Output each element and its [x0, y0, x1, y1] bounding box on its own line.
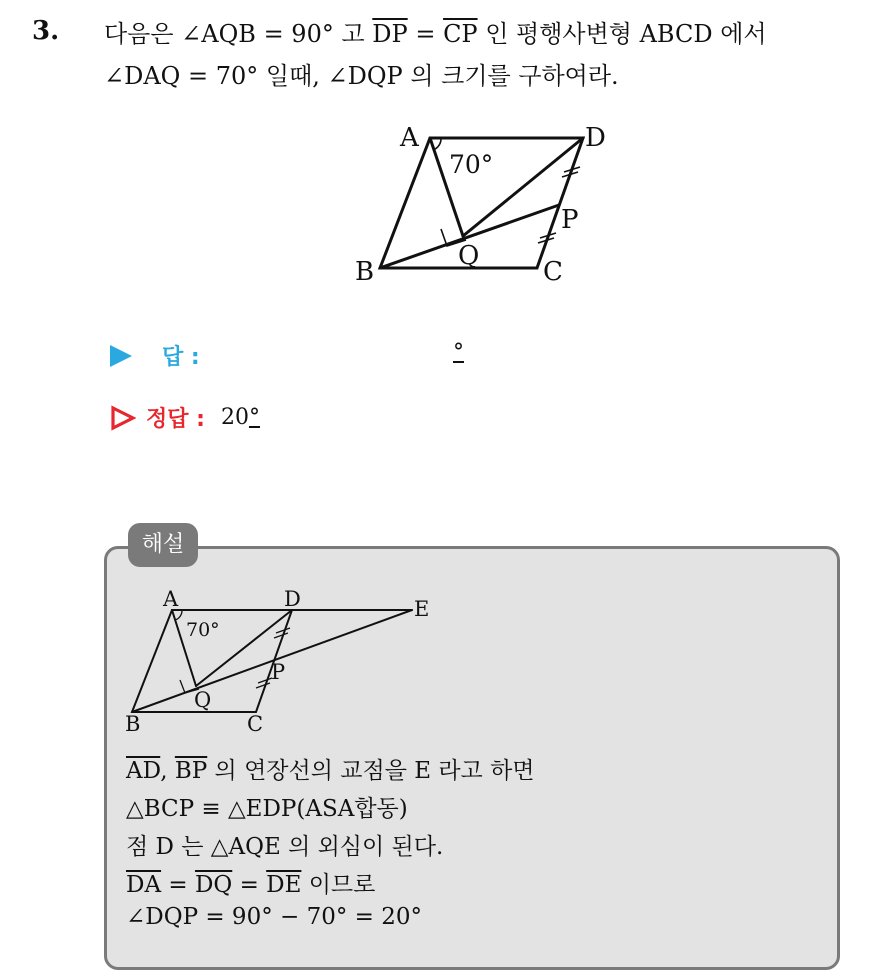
correct-label: 정답 :	[146, 407, 205, 432]
explanation-line5: ∠DQP = 90° − 70° = 20°	[126, 904, 423, 930]
label-c: C	[543, 257, 563, 287]
label-a-small: A	[163, 587, 179, 611]
angle-arc-small	[175, 610, 182, 620]
question-number: 3.	[32, 16, 60, 46]
label-d: D	[585, 123, 606, 153]
label-d-small: D	[284, 587, 301, 611]
correct-value: 20°	[220, 405, 260, 430]
label-a: A	[400, 123, 419, 153]
explanation-line1: $\overline{AD}$, $\overline{BP}$ 의 연장선의 교점을 E 라고 하면	[126, 758, 535, 784]
angle-label: 70°	[449, 150, 494, 179]
label-p-small: P	[271, 660, 286, 684]
question-text-line1: 다음은 ∠AQB = 90° 고 $\overline{DP} = \overline{CP}$ 인 평행사변형 ABCD 에서	[104, 20, 767, 48]
label-q-small: Q	[194, 688, 212, 712]
explanation-tag: 해설	[128, 523, 198, 567]
angle-label-small: 70°	[186, 619, 220, 641]
explanation-line3: 점 D 는 △AQE 의 외심이 된다.	[126, 834, 444, 860]
label-e-small: E	[414, 597, 430, 621]
explanation-figure	[120, 584, 440, 734]
label-q: Q	[458, 241, 480, 271]
answer-label: 답 :	[162, 345, 200, 370]
explanation-line4: $\overline{DA} = \overline{DQ} = \overline{DE}$ 이므로	[126, 872, 376, 898]
play-icon	[110, 345, 132, 367]
label-b-small: B	[125, 712, 141, 734]
parallelogram-figure	[340, 110, 630, 295]
answer-row	[110, 340, 200, 371]
label-b: B	[355, 257, 375, 287]
triangle-outline-icon	[110, 405, 136, 431]
correct-answer-row	[110, 402, 260, 433]
question-text-line2: ∠DAQ = 70° 일때, ∠DQP 의 크기를 구하여라.	[104, 62, 619, 90]
answer-input-blank[interactable]: °	[453, 340, 464, 365]
label-c-small: C	[247, 712, 264, 734]
explanation-line2: △BCP ≡ △EDP(ASA합동)	[126, 796, 408, 822]
label-p: P	[561, 205, 579, 235]
